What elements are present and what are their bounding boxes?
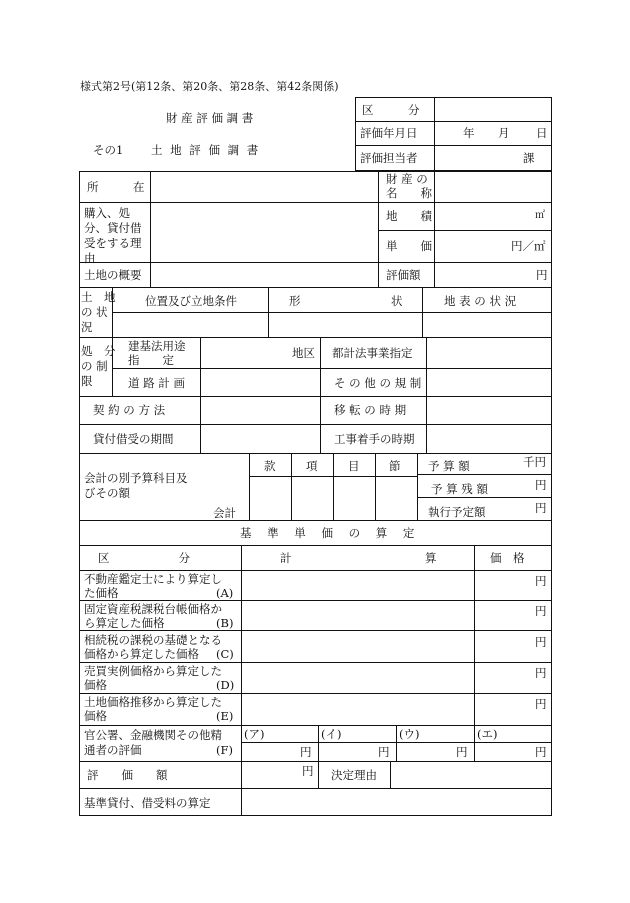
row-b-line1: 固定資産税課税台帳価格か: [84, 602, 222, 616]
col-kubun-label: 区 分: [98, 551, 190, 565]
sub-number: その1: [93, 143, 124, 157]
eval-date-label: 評価年月日: [360, 126, 418, 140]
row-f-line1: 官公署、金融機関その他精: [84, 728, 222, 742]
row-a-mark: (A): [216, 586, 234, 600]
evaluation-amount-label: 評 価 額: [87, 768, 168, 782]
row-e-line2: 価格: [84, 709, 107, 723]
reason-label: 購入、処 分、貸付借 受をする理 由: [84, 206, 142, 265]
row-a-unit: 円: [535, 574, 547, 588]
row-d-line1: 売買実例価格から算定した: [84, 664, 222, 678]
unit-price-label: 単 価: [386, 239, 432, 253]
row-f-unit-u: 円: [456, 745, 468, 759]
row-c-line2: 価格から算定した価格: [84, 647, 199, 661]
row-e-unit: 円: [535, 697, 547, 711]
doc-title: 財 産 評 価 調 書: [166, 111, 254, 125]
disposal-label: 処 分 の 制 限: [81, 344, 116, 388]
standard-title: 基 準 単 価 の 算 定: [240, 526, 421, 540]
property-name-label: 財 産 の 名 称: [386, 172, 432, 200]
row-f-col-u: (ウ): [399, 727, 420, 741]
row-f-unit-a: 円: [300, 745, 312, 759]
day-label: 日: [536, 126, 548, 140]
contract-method-label: 契 約 の 方 法: [93, 403, 166, 417]
construction-start-label: 工事着手の時期: [334, 432, 415, 446]
kubun-label: 区 分: [362, 103, 420, 117]
row-c-unit: 円: [535, 635, 547, 649]
budget-remaining-label: 予 算 残 額: [431, 482, 488, 496]
col-calc-right: 算: [425, 551, 437, 565]
row-c-line1: 相続税の課税の基礎となる: [84, 633, 222, 647]
kan-label: 款: [264, 459, 276, 473]
decision-reason-label: 決定理由: [331, 768, 377, 782]
row-f-unit-i: 円: [378, 745, 390, 759]
execution-unit: 円: [535, 501, 547, 515]
surface-label: 地 表 の 状 況: [444, 294, 517, 308]
row-f-col-i: (イ): [321, 727, 342, 741]
area-unit: ㎡: [535, 210, 545, 221]
row-e-mark: (E): [216, 709, 234, 723]
area-label: 地 積: [386, 209, 432, 223]
col-calc-left: 計: [280, 551, 292, 565]
row-f-mark: (F): [216, 743, 233, 757]
row-d-mark: (D): [216, 678, 235, 692]
location-conditions-label: 位置及び立地条件: [145, 294, 237, 308]
kou-label: 項: [306, 459, 318, 473]
row-e-line1: 土地価格推移から算定した: [84, 695, 222, 709]
account-items-label: 会計の別予算科目及 びその額: [84, 471, 188, 500]
row-d-line2: 価格: [84, 678, 107, 692]
row-b-line2: ら算定した価格: [84, 616, 165, 630]
location-label: 所 在: [87, 180, 145, 194]
evaluator-label: 評価担当者: [360, 151, 418, 165]
setsu-label: 節: [389, 459, 401, 473]
year-label: 年: [463, 126, 475, 140]
eval-amount-label: 評価額: [386, 268, 421, 282]
row-b-unit: 円: [535, 604, 547, 618]
shape-label-left: 形: [289, 294, 301, 308]
row-b-mark: (B): [216, 616, 234, 630]
overview-label: 土地の概要: [84, 268, 142, 282]
unit-price-unit: 円／㎡: [511, 239, 546, 253]
evaluation-amount-unit: 円: [302, 764, 314, 778]
shape-label-right: 状: [391, 294, 403, 308]
row-f-unit-e: 円: [535, 745, 547, 759]
other-regs-label: そ の 他 の 規 制: [334, 376, 422, 390]
row-f-col-e: (エ): [477, 727, 498, 741]
form-header: 様式第2号(第12条、第20条、第28条、第42条関係): [80, 80, 339, 93]
zoning-label: 建基法用途 指 定: [128, 339, 186, 367]
dept-suffix: 課: [523, 151, 535, 165]
standard-fee-label: 基準貸付、借受料の算定: [84, 796, 211, 810]
sub-title: 土 地 評 価 調 書: [151, 143, 261, 157]
budget-amount-label: 予 算 額: [428, 459, 470, 473]
remaining-unit: 円: [535, 478, 547, 492]
urban-project-label: 都計法事業指定: [332, 346, 413, 360]
eval-amount-unit: 円: [536, 268, 548, 282]
moku-label: 目: [348, 459, 360, 473]
lease-period-label: 貸付借受の期間: [93, 432, 174, 446]
kaikei-label: 会計: [213, 506, 236, 520]
col-price-label: 価 格: [490, 551, 525, 565]
transfer-time-label: 移 転 の 時 期: [334, 403, 407, 417]
district-label: 地区: [292, 346, 315, 360]
month-label: 月: [498, 126, 510, 140]
road-plan-label: 道 路 計 画: [128, 376, 185, 390]
budget-unit: 千円: [523, 455, 546, 469]
row-f-line2: 通者の評価: [84, 743, 142, 757]
land-status-label: 土 地 の 状 況: [81, 290, 116, 334]
row-d-unit: 円: [535, 666, 547, 680]
row-c-mark: (C): [216, 647, 234, 661]
row-a-line2: た価格: [84, 586, 119, 600]
planned-execution-label: 執行予定額: [428, 505, 486, 519]
row-f-col-a: (ア): [244, 727, 265, 741]
row-a-line1: 不動産鑑定士により算定し: [84, 572, 222, 586]
